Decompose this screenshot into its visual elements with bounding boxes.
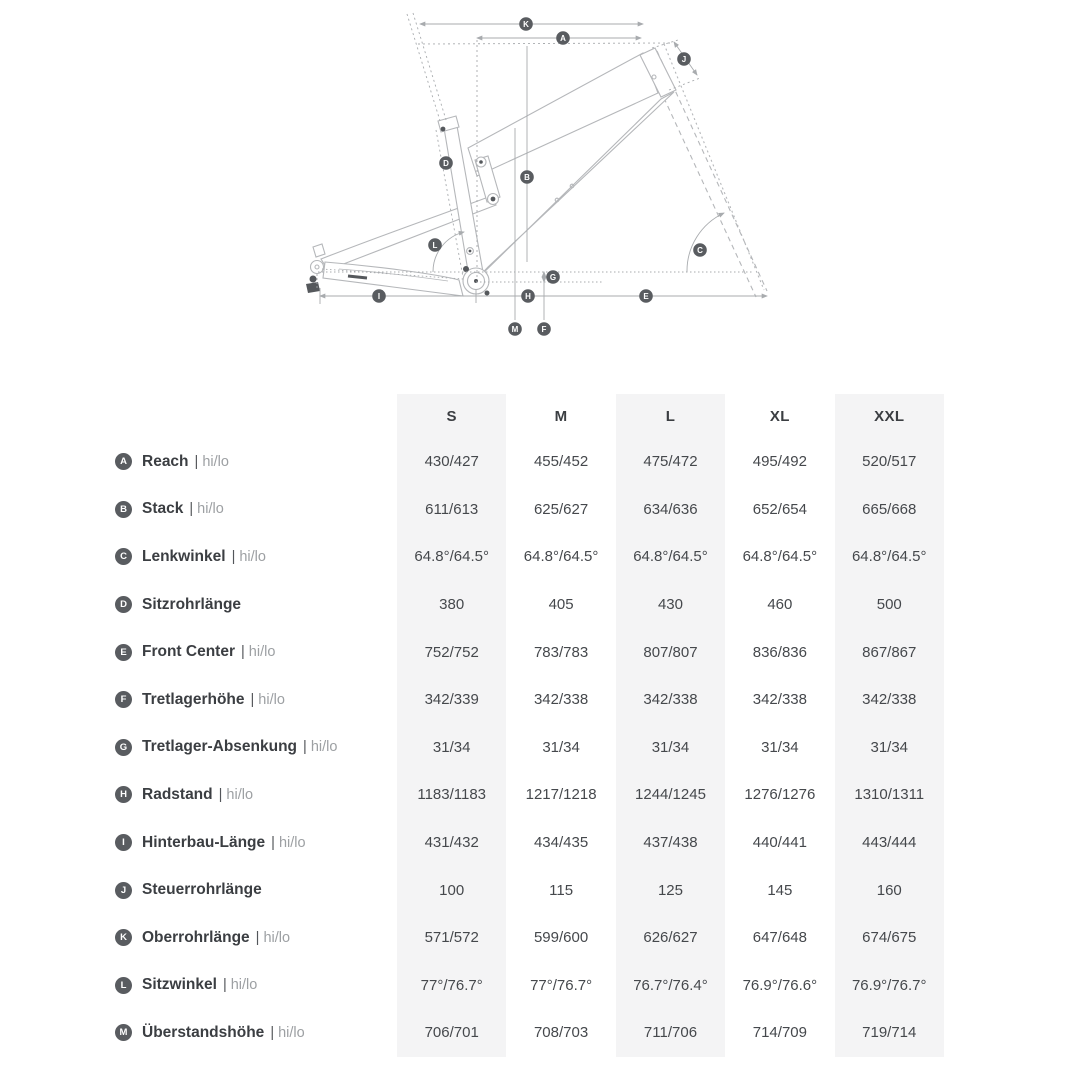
- head-angle-arc: [687, 213, 724, 272]
- cell-F-XL: 342/338: [752, 691, 807, 709]
- cell-I-S: 431/432: [397, 819, 506, 867]
- row-label-suffix: hi/lo: [226, 786, 254, 803]
- row-label-suffix: hi/lo: [202, 453, 229, 470]
- cell-I-L: 437/438: [616, 819, 725, 867]
- row-label-suffix: hi/lo: [197, 501, 224, 518]
- row-label: Stack: [142, 500, 184, 518]
- cell-K-M: 599/600: [533, 929, 589, 947]
- marker-letter-J: J: [681, 54, 687, 64]
- cell-D-M: 405: [548, 596, 574, 614]
- steering-axis-line: [664, 44, 764, 290]
- row-label-group: [0, 486, 397, 534]
- table-row: [0, 628, 1074, 676]
- cell-G-M: 31/34: [542, 738, 580, 756]
- cell-B-L: 634/636: [616, 486, 725, 534]
- table-row: [0, 914, 1074, 962]
- cell-G-XL: 31/34: [761, 738, 799, 756]
- bb-pivot-bolt: [463, 266, 469, 272]
- table-row: [0, 676, 1074, 724]
- top-tube: [468, 53, 658, 176]
- row-label: Front Center: [142, 643, 235, 661]
- row-label-group: [0, 724, 397, 772]
- row-label: Hinterbau-Länge: [142, 833, 266, 851]
- column-header-m: M: [554, 407, 568, 425]
- cell-D-XXL: 500: [835, 581, 944, 629]
- row-label-separator: |: [231, 548, 236, 565]
- row-label: Tretlagerhöhe: [142, 690, 245, 708]
- row-label-group: [0, 771, 397, 819]
- cell-F-L: 342/338: [616, 676, 725, 724]
- row-label-separator: |: [255, 929, 260, 946]
- cell-C-M: 64.8°/64.5°: [523, 548, 599, 566]
- row-label-group: [0, 1009, 397, 1057]
- table-corner-spacer: [0, 394, 397, 438]
- cell-B-M: 625/627: [533, 500, 589, 518]
- marker-letter-H: H: [525, 291, 531, 301]
- column-header-xxl: XXL: [835, 394, 944, 438]
- cell-I-XXL: 443/444: [835, 819, 944, 867]
- chain-stay: [323, 262, 463, 296]
- cell-F-XXL: 342/338: [835, 676, 944, 724]
- row-label-suffix: hi/lo: [239, 548, 266, 565]
- cell-K-L: 626/627: [616, 914, 725, 962]
- seat-clamp-bolt: [441, 127, 446, 132]
- cell-L-M: 77°/76.7°: [530, 976, 593, 994]
- row-label-suffix: hi/lo: [278, 1024, 305, 1041]
- marker-letter-M: M: [511, 324, 519, 334]
- marker-letter-G: G: [549, 272, 557, 282]
- row-letter-badge: J: [115, 882, 132, 899]
- cell-L-S: 77°/76.7°: [397, 962, 506, 1010]
- row-label-separator: |: [250, 691, 255, 708]
- cell-D-XL: 460: [767, 596, 793, 614]
- seat-angle-arc: [433, 232, 464, 272]
- table-row: [0, 724, 1074, 772]
- row-label-group: [0, 866, 397, 914]
- marker-letter-B: B: [524, 172, 530, 182]
- table-body: [0, 438, 1074, 1057]
- row-label: Steuerrohrlänge: [142, 881, 262, 899]
- row-label: Überstandshöhe: [142, 1023, 265, 1041]
- row-label-separator: |: [222, 977, 227, 994]
- cell-A-XL: 495/492: [752, 453, 807, 471]
- row-label-separator: |: [194, 453, 199, 470]
- row-letter-badge: K: [115, 929, 132, 946]
- row-label-separator: |: [241, 644, 245, 661]
- cell-B-XL: 652/654: [752, 500, 807, 518]
- cell-K-XL: 647/648: [752, 929, 807, 947]
- cell-D-L: 430: [616, 581, 725, 629]
- lower-pivot-bolt: [491, 197, 496, 202]
- cell-H-XL: 1276/1276: [744, 786, 816, 804]
- cell-A-XXL: 520/517: [835, 438, 944, 486]
- row-letter-badge: E: [115, 644, 132, 661]
- row-label: Oberrohrlänge: [142, 928, 250, 946]
- marker-letter-F: F: [541, 324, 547, 334]
- cell-K-S: 571/572: [397, 914, 506, 962]
- row-label-separator: |: [303, 739, 307, 756]
- row-letter-badge: D: [115, 596, 132, 613]
- cell-D-S: 380: [397, 581, 506, 629]
- column-header-l: L: [616, 394, 725, 438]
- derailleur-hanger: [306, 282, 320, 293]
- cell-J-S: 100: [397, 866, 506, 914]
- cell-M-XL: 714/709: [752, 1024, 807, 1042]
- cell-B-XXL: 665/668: [835, 486, 944, 534]
- row-label-group: [0, 581, 397, 629]
- bike-geometry-diagram: [0, 0, 1074, 385]
- cell-A-S: 430/427: [397, 438, 506, 486]
- cell-C-L: 64.8°/64.5°: [616, 533, 725, 581]
- row-label-suffix: hi/lo: [248, 644, 276, 661]
- table-row: [0, 866, 1074, 914]
- cell-F-S: 342/339: [397, 676, 506, 724]
- stack-top-reference: [418, 43, 670, 44]
- marker-letter-I: I: [377, 291, 381, 301]
- frame-diagram-svg: [0, 0, 1074, 385]
- table-row: [0, 962, 1074, 1010]
- row-label: Sitzwinkel: [142, 976, 217, 994]
- cell-E-XL: 836/836: [752, 643, 807, 661]
- cell-C-S: 64.8°/64.5°: [397, 533, 506, 581]
- table-row: [0, 533, 1074, 581]
- row-label-group: [0, 676, 397, 724]
- cell-I-M: 434/435: [533, 834, 589, 852]
- table-row: [0, 819, 1074, 867]
- row-label-suffix: hi/lo: [258, 691, 285, 708]
- cell-E-XXL: 867/867: [835, 628, 944, 676]
- row-letter-badge: F: [115, 691, 132, 708]
- cell-J-M: 115: [549, 881, 574, 899]
- row-letter-badge: L: [115, 977, 132, 994]
- row-letter-badge: B: [115, 501, 132, 518]
- row-label: Sitzrohrlänge: [142, 595, 242, 613]
- row-label-suffix: hi/lo: [263, 929, 291, 946]
- cell-B-S: 611/613: [397, 486, 506, 534]
- cell-H-S: 1183/1183: [397, 771, 506, 819]
- rear-axle: [315, 265, 319, 269]
- bottle-boss-lower: [555, 198, 559, 202]
- row-label-suffix: hi/lo: [310, 739, 338, 756]
- geometry-table: [0, 394, 1074, 1057]
- row-label-group: [0, 533, 397, 581]
- marker-letter-D: D: [443, 158, 449, 168]
- row-letter-badge: I: [115, 834, 132, 851]
- cell-J-XXL: 160: [835, 866, 944, 914]
- cell-H-L: 1244/1245: [616, 771, 725, 819]
- column-header-xl: XL: [769, 407, 790, 425]
- chain-stay-protector: [348, 276, 367, 278]
- cell-J-L: 125: [616, 866, 725, 914]
- row-label-group: [0, 628, 397, 676]
- cell-E-S: 752/752: [397, 628, 506, 676]
- upper-pivot-bolt: [479, 160, 483, 164]
- row-label-group: [0, 438, 397, 486]
- column-header-s: S: [397, 394, 506, 438]
- table-row: [0, 486, 1074, 534]
- cell-H-M: 1217/1218: [525, 786, 597, 804]
- marker-letter-C: C: [697, 245, 703, 255]
- table-row: [0, 1009, 1074, 1057]
- bike-frame-drawing: [306, 44, 767, 297]
- cell-C-XXL: 64.8°/64.5°: [835, 533, 944, 581]
- cell-A-M: 455/452: [533, 453, 589, 471]
- shock-mount-bolt: [469, 250, 472, 253]
- row-label: Radstand: [142, 785, 213, 803]
- cell-L-L: 76.7°/76.4°: [616, 962, 725, 1010]
- derailleur-hanger-bolt: [310, 276, 317, 283]
- row-label-suffix: hi/lo: [230, 977, 258, 994]
- cell-G-L: 31/34: [616, 724, 725, 772]
- cell-K-XXL: 674/675: [835, 914, 944, 962]
- marker-letter-A: A: [560, 33, 566, 43]
- row-letter-badge: C: [115, 548, 132, 565]
- table-row: [0, 581, 1074, 629]
- row-label-separator: |: [271, 834, 275, 851]
- seat-axis-dotted-1: [407, 14, 441, 124]
- row-label: Reach: [142, 452, 189, 470]
- cell-F-M: 342/338: [533, 691, 589, 709]
- table-row: [0, 771, 1074, 819]
- row-label-group: [0, 819, 397, 867]
- cell-M-XXL: 719/714: [835, 1009, 944, 1057]
- row-letter-badge: M: [115, 1024, 132, 1041]
- row-letter-badge: G: [115, 739, 132, 756]
- cell-E-L: 807/807: [616, 628, 725, 676]
- brake-mount-tab: [313, 244, 325, 257]
- row-label-separator: |: [218, 786, 223, 803]
- row-letter-badge: H: [115, 786, 132, 803]
- cell-J-XL: 145: [767, 881, 793, 899]
- row-label-group: [0, 914, 397, 962]
- row-label: Lenkwinkel: [142, 547, 226, 565]
- cell-M-S: 706/701: [397, 1009, 506, 1057]
- row-label-suffix: hi/lo: [278, 834, 306, 851]
- bb-guide-bolt: [485, 291, 490, 296]
- cell-L-XXL: 76.9°/76.7°: [835, 962, 944, 1010]
- cell-E-M: 783/783: [533, 643, 589, 661]
- row-label-group: [0, 962, 397, 1010]
- row-letter-badge: A: [115, 453, 132, 470]
- cell-A-L: 475/472: [616, 438, 725, 486]
- cell-G-XXL: 31/34: [835, 724, 944, 772]
- cell-M-L: 711/706: [616, 1009, 725, 1057]
- cell-M-M: 708/703: [533, 1024, 589, 1042]
- marker-letter-K: K: [523, 19, 529, 29]
- cell-G-S: 31/34: [397, 724, 506, 772]
- dim-J-ext-top: [652, 40, 678, 48]
- cell-H-XXL: 1310/1311: [835, 771, 944, 819]
- marker-letter-L: L: [432, 240, 438, 250]
- cell-C-XL: 64.8°/64.5°: [742, 548, 818, 566]
- table-row: [0, 438, 1074, 486]
- row-label-separator: |: [270, 1024, 275, 1041]
- cell-I-XL: 440/441: [752, 834, 807, 852]
- row-label-separator: |: [189, 501, 194, 518]
- seat-axis-dotted-2: [413, 13, 447, 123]
- table-header-row: [0, 394, 1074, 438]
- row-label: Tretlager-Absenkung: [142, 738, 298, 756]
- cell-L-XL: 76.9°/76.6°: [742, 976, 818, 994]
- marker-letter-E: E: [643, 291, 649, 301]
